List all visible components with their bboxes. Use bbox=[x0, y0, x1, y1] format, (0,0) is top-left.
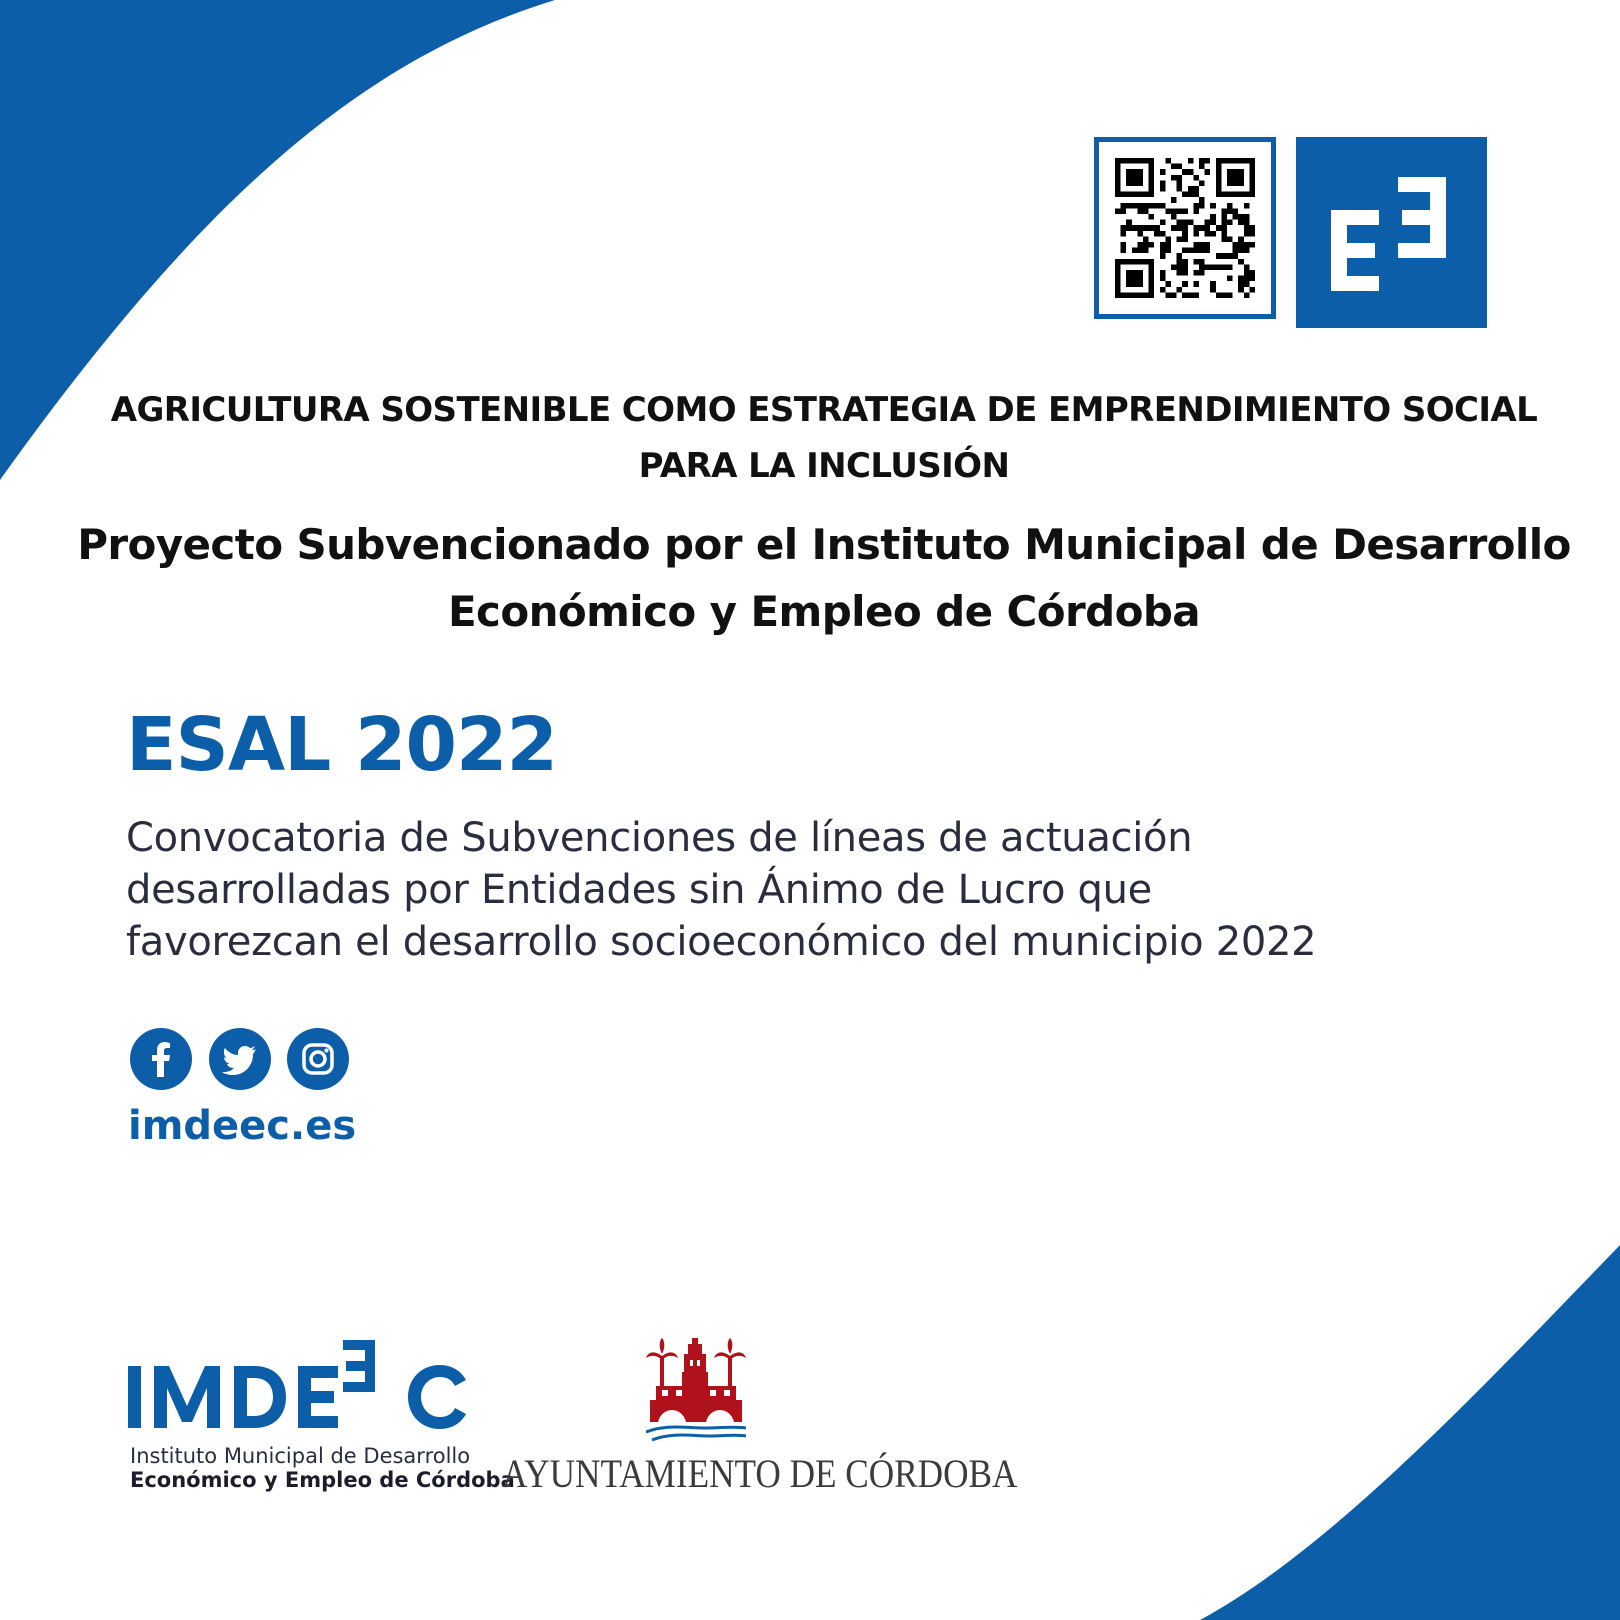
ayuntamiento-emblem bbox=[646, 1338, 746, 1446]
imdeec-logo bbox=[128, 1340, 478, 1440]
qr-code-icon bbox=[1115, 158, 1255, 298]
program-name: ESAL 2022 bbox=[126, 702, 557, 788]
twitter-icon[interactable] bbox=[209, 1028, 271, 1090]
imdeec-name-line-1: Instituto Municipal de Desarrollo bbox=[130, 1444, 471, 1468]
imdeec-name-line-2: Económico y Empleo de Córdoba bbox=[130, 1468, 515, 1492]
program-description-line-1: Convocatoria de Subvenciones de líneas de actuación bbox=[126, 815, 1193, 861]
project-title-line-2: PARA LA INCLUSIÓN bbox=[638, 446, 1010, 486]
e3-logo bbox=[1296, 137, 1487, 328]
subsidy-line-2: Económico y Empleo de Córdoba bbox=[447, 587, 1201, 636]
instagram-icon[interactable] bbox=[287, 1028, 349, 1090]
qr-code[interactable] bbox=[1094, 137, 1276, 319]
facebook-icon[interactable] bbox=[130, 1028, 192, 1090]
project-title-line-1: AGRICULTURA SOSTENIBLE COMO ESTRATEGIA DE EMPRENDIMIENTO SOCIAL bbox=[110, 390, 1538, 430]
website-link[interactable]: imdeec.es bbox=[128, 1103, 357, 1149]
bottom-right-curve bbox=[1200, 1245, 1620, 1620]
ayuntamiento-name: AYUNTAMIENTO DE CÓRDOBA bbox=[502, 1451, 1018, 1496]
program-description-line-3: favorezcan el desarrollo socioeconómico del municipio 2022 bbox=[126, 919, 1317, 965]
e3-logo-icon bbox=[1296, 137, 1487, 328]
program-description-line-2: desarrolladas por Entidades sin Ánimo de Lucro que bbox=[126, 867, 1152, 913]
subsidy-line-1: Proyecto Subvencionado por el Instituto Municipal de Desarrollo bbox=[77, 520, 1571, 569]
